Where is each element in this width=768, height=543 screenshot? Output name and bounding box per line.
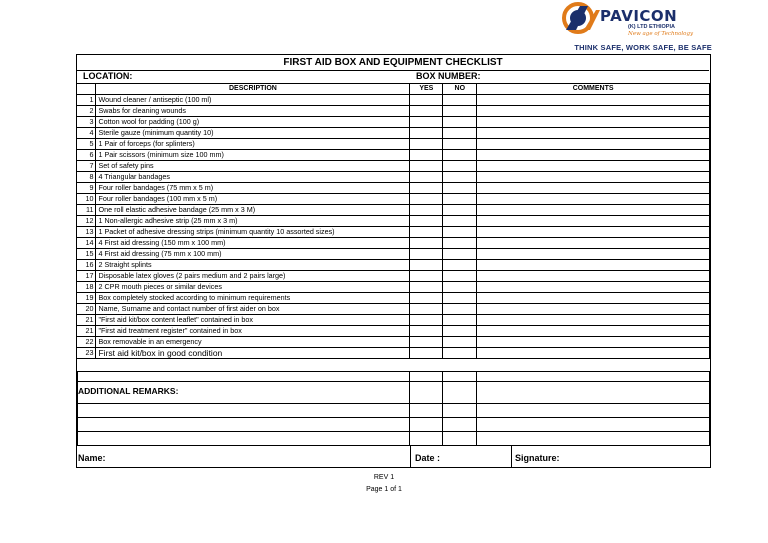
item-description: 4 First aid dressing (75 mm x 100 mm): [96, 249, 410, 260]
item-number: 13: [77, 227, 96, 238]
item-description: 4 First aid dressing (150 mm x 100 mm): [96, 238, 410, 249]
yes-cell[interactable]: [410, 260, 443, 271]
checklist-table: [77, 83, 710, 359]
yes-cell[interactable]: [410, 183, 443, 194]
item-description: Cotton wool for padding (100 g): [96, 117, 410, 128]
remark-line[interactable]: [78, 404, 410, 418]
comments-cell[interactable]: [477, 128, 710, 139]
item-number: 6: [77, 150, 96, 161]
yes-cell[interactable]: [410, 194, 443, 205]
comments-cell[interactable]: [477, 150, 710, 161]
yes-cell[interactable]: [410, 161, 443, 172]
comments-cell[interactable]: [477, 194, 710, 205]
item-number: 7: [77, 161, 96, 172]
comments-cell[interactable]: [477, 216, 710, 227]
comments-cell[interactable]: [477, 260, 710, 271]
item-number: 12: [77, 216, 96, 227]
checklist-row: [77, 150, 710, 161]
no-cell[interactable]: [443, 161, 477, 172]
revision-label: REV 1: [373, 474, 395, 481]
item-description: One roll elastic adhesive bandage (25 mm x 3 M): [96, 205, 410, 216]
item-description: 4 Triangular bandages: [96, 172, 410, 183]
item-description: Set of safety pins: [96, 161, 410, 172]
yes-cell[interactable]: [410, 315, 443, 326]
checklist-row: [77, 271, 710, 282]
yes-cell[interactable]: [410, 293, 443, 304]
item-number: 18: [77, 282, 96, 293]
yes-cell[interactable]: [410, 337, 443, 348]
item-description: Box completely stocked according to minimum requirements: [96, 293, 410, 304]
yes-cell[interactable]: [410, 95, 443, 106]
checklist-row: [77, 326, 710, 337]
yes-cell[interactable]: [410, 326, 443, 337]
item-number: 2: [77, 106, 96, 117]
checklist-row: [77, 260, 710, 271]
yes-cell[interactable]: [410, 238, 443, 249]
no-cell[interactable]: [443, 227, 477, 238]
item-number: 20: [77, 304, 96, 315]
checklist-row: [77, 183, 710, 194]
form-title: FIRST AID BOX AND EQUIPMENT CHECKLIST: [77, 55, 709, 71]
checklist-row: [77, 293, 710, 304]
comments-cell[interactable]: [477, 106, 710, 117]
no-cell[interactable]: [443, 172, 477, 183]
yes-cell[interactable]: [410, 282, 443, 293]
yes-cell[interactable]: [410, 249, 443, 260]
item-number: 9: [77, 183, 96, 194]
comments-cell[interactable]: [477, 117, 710, 128]
remark-line[interactable]: [78, 432, 410, 446]
yes-cell[interactable]: [410, 205, 443, 216]
comments-cell[interactable]: [477, 282, 710, 293]
item-description: 1 Pair of forceps (for splinters): [96, 139, 410, 150]
comments-cell[interactable]: [477, 172, 710, 183]
checklist-form: [76, 54, 711, 468]
item-description: Disposable latex gloves (2 pairs medium and 2 pairs large): [96, 271, 410, 282]
no-cell[interactable]: [443, 260, 477, 271]
item-number: 8: [77, 172, 96, 183]
yes-cell[interactable]: [410, 172, 443, 183]
yes-cell[interactable]: [410, 106, 443, 117]
comments-cell[interactable]: [477, 337, 710, 348]
col-comments: COMMENTS: [477, 84, 710, 95]
checklist-row: [77, 282, 710, 293]
no-cell[interactable]: [443, 304, 477, 315]
col-description: DESCRIPTION: [96, 84, 410, 95]
item-number: 1: [77, 95, 96, 106]
no-cell[interactable]: [443, 326, 477, 337]
yes-cell[interactable]: [410, 271, 443, 282]
comments-cell[interactable]: [477, 348, 710, 359]
item-description: "First aid kit/box content leaflet" contained in box: [96, 315, 410, 326]
yes-cell[interactable]: [410, 128, 443, 139]
no-cell[interactable]: [443, 293, 477, 304]
checklist-row: [77, 139, 710, 150]
table-header-row: [77, 84, 710, 95]
checklist-row: [77, 161, 710, 172]
item-description: 1 Pair scissors (minimum size 100 mm): [96, 150, 410, 161]
item-number: 5: [77, 139, 96, 150]
safety-motto: THINK SAFE, WORK SAFE, BE SAFE: [574, 43, 712, 52]
no-cell[interactable]: [443, 106, 477, 117]
remark-line[interactable]: [78, 418, 410, 432]
item-description: 2 CPR mouth pieces or similar devices: [96, 282, 410, 293]
checklist-row: [77, 117, 710, 128]
checklist-row: [77, 249, 710, 260]
checklist-row: [77, 205, 710, 216]
item-number: 15: [77, 249, 96, 260]
company-tagline: New age of Technology: [628, 31, 694, 37]
item-number: 16: [77, 260, 96, 271]
item-description: Four roller bandages (100 mm x 5 m): [96, 194, 410, 205]
checklist-row: [77, 172, 710, 183]
checklist-row: [77, 216, 710, 227]
item-description: 2 Straight splints: [96, 260, 410, 271]
col-yes: YES: [410, 84, 443, 95]
comments-cell[interactable]: [477, 183, 710, 194]
no-cell[interactable]: [443, 348, 477, 359]
no-cell[interactable]: [443, 216, 477, 227]
item-number: 21: [77, 315, 96, 326]
item-number: 23: [77, 348, 96, 359]
yes-cell[interactable]: [410, 150, 443, 161]
checklist-row: [77, 337, 710, 348]
additional-remarks-label: ADDITIONAL REMARKS:: [78, 386, 179, 396]
comments-cell[interactable]: [477, 161, 710, 172]
checklist-row: [77, 95, 710, 106]
col-no: NO: [443, 84, 477, 95]
item-number: 3: [77, 117, 96, 128]
no-cell[interactable]: [443, 128, 477, 139]
checklist-row: [77, 238, 710, 249]
no-cell[interactable]: [443, 139, 477, 150]
item-description: First aid kit/box in good condition: [96, 348, 410, 359]
yes-cell[interactable]: [410, 348, 443, 359]
item-number: 4: [77, 128, 96, 139]
company-name: PAVICON: [600, 7, 678, 25]
item-description: Swabs for cleaning wounds: [96, 106, 410, 117]
date-label: Date :: [415, 453, 441, 463]
remarks-table: [77, 371, 710, 446]
item-number: 21: [77, 326, 96, 337]
comments-cell[interactable]: [477, 249, 710, 260]
no-cell[interactable]: [443, 117, 477, 128]
yes-cell[interactable]: [410, 139, 443, 150]
yes-cell[interactable]: [410, 216, 443, 227]
yes-cell[interactable]: [410, 227, 443, 238]
item-description: 1 Packet of adhesive dressing strips (minimum quantity 10 assorted sizes): [96, 227, 410, 238]
item-description: "First aid treatment register" contained in box: [96, 326, 410, 337]
no-cell[interactable]: [443, 183, 477, 194]
yes-cell[interactable]: [410, 304, 443, 315]
yes-cell[interactable]: [410, 117, 443, 128]
item-description: Name, Surname and contact number of first aider on box: [96, 304, 410, 315]
no-cell[interactable]: [443, 150, 477, 161]
checklist-row: [77, 194, 710, 205]
item-number: 14: [77, 238, 96, 249]
comments-cell[interactable]: [477, 238, 710, 249]
checklist-row: [77, 304, 710, 315]
item-description: Wound cleaner / antiseptic (100 ml): [96, 95, 410, 106]
no-cell[interactable]: [443, 205, 477, 216]
item-number: 17: [77, 271, 96, 282]
comments-cell[interactable]: [477, 315, 710, 326]
no-cell[interactable]: [443, 271, 477, 282]
comments-cell[interactable]: [477, 227, 710, 238]
comments-cell[interactable]: [477, 293, 710, 304]
no-cell[interactable]: [443, 282, 477, 293]
no-cell[interactable]: [443, 238, 477, 249]
comments-cell[interactable]: [477, 304, 710, 315]
item-number: 10: [77, 194, 96, 205]
comments-cell[interactable]: [477, 205, 710, 216]
page-number: Page 1 of 1: [366, 486, 402, 493]
company-subtitle: (K) LTD ETHIOPIA: [628, 24, 675, 30]
checklist-row: [77, 128, 710, 139]
item-description: Four roller bandages (75 mm x 5 m): [96, 183, 410, 194]
no-cell[interactable]: [443, 315, 477, 326]
no-cell[interactable]: [443, 249, 477, 260]
name-label: Name:: [78, 453, 106, 463]
item-number: 22: [77, 337, 96, 348]
box-number-label: BOX NUMBER:: [416, 71, 481, 81]
comments-cell[interactable]: [477, 326, 710, 337]
item-number: 19: [77, 293, 96, 304]
checklist-row: [77, 227, 710, 238]
checklist-row: [77, 348, 710, 359]
signature-label: Signature:: [515, 453, 560, 463]
comments-cell[interactable]: [477, 95, 710, 106]
location-label: LOCATION:: [83, 71, 133, 81]
item-number: 11: [77, 205, 96, 216]
checklist-row: [77, 315, 710, 326]
no-cell[interactable]: [443, 194, 477, 205]
no-cell[interactable]: [443, 95, 477, 106]
item-description: Sterile gauze (minimum quantity 10): [96, 128, 410, 139]
comments-cell[interactable]: [477, 139, 710, 150]
checklist-row: [77, 106, 710, 117]
comments-cell[interactable]: [477, 271, 710, 282]
item-description: Box removable in an emergency: [96, 337, 410, 348]
item-description: 1 Non-allergic adhesive strip (25 mm x 3 m): [96, 216, 410, 227]
no-cell[interactable]: [443, 337, 477, 348]
